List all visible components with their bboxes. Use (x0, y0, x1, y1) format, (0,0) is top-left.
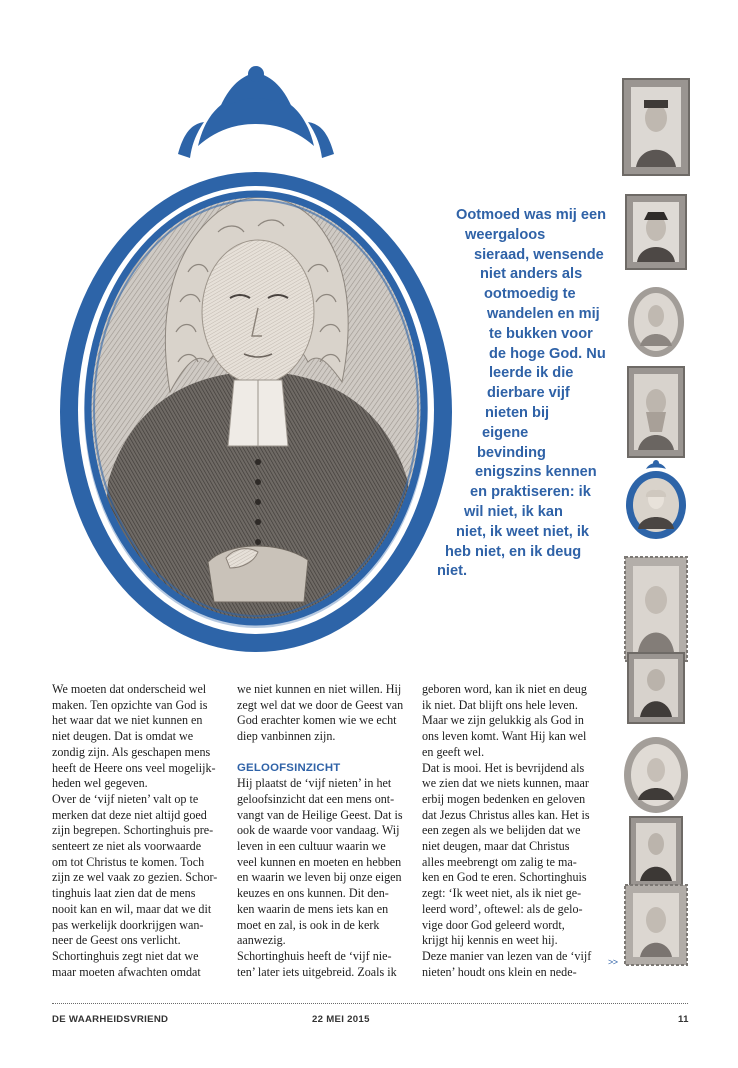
body-line: merken dat deze niet altijd goed (52, 807, 207, 822)
body-line: senteert ze niet als voorwaarde (52, 839, 202, 854)
quote-line: te bukken voor (489, 325, 593, 342)
quote-line: niet anders als (480, 266, 583, 283)
quote-line: heb niet, en ik deug (445, 543, 582, 560)
quote-line: sieraad, wensende (474, 246, 604, 263)
footer-date: 22 MEI 2015 (312, 1014, 370, 1025)
body-line: Schortinghuis heeft de ‘vijf nie- (237, 948, 392, 963)
body-line: geloofsinzicht dat een mens ont- (237, 791, 395, 806)
body-line: pas werkelijk doorkrijgen wan- (52, 917, 204, 932)
footer-divider (52, 1003, 688, 1004)
quote-line: en praktiseren: ik (470, 484, 591, 501)
section-heading: GELOOFSINZICHT (237, 761, 341, 774)
body-line: om tot Christus te komen. Toch (52, 854, 205, 869)
footer-publication: DE WAARHEIDSVRIEND (52, 1014, 169, 1025)
body-line: ons leven komt. Want Hij kan wel (422, 729, 587, 744)
body-line: zijn begrepen. Schortinghuis pre- (52, 823, 214, 838)
portrait-engraving (58, 62, 458, 658)
body-line: erbij mogen bedenken en geloven (422, 791, 586, 806)
quote-line: bevinding (477, 444, 546, 461)
body-line: moet en zal, is ook in de kerk (237, 917, 380, 932)
text-column-2 (237, 682, 411, 980)
quote-line: Ootmoed was mij een (456, 207, 607, 223)
thumb-portrait-9 (622, 816, 690, 888)
body-line: zegt: ‘Ik weet niet, als ik niet ge- (422, 886, 582, 901)
body-line: diep vanbinnen zijn. (237, 729, 336, 744)
body-line: veel kunnen en moeten en hebben (237, 854, 402, 869)
portrait-strip (622, 76, 692, 966)
body-line: nooit kan en wil, maar dat we dit (52, 901, 212, 916)
body-line: we zien dat we niets kunnen, maar (422, 776, 589, 791)
body-line: Maar we zijn gelukkig als God in (422, 713, 584, 728)
body-line: vige door God geleerd wordt, (422, 917, 565, 932)
quote-line: dierbare vijf (487, 385, 570, 402)
body-line: ik niet. Dat blijft ons hele leven. (422, 697, 578, 712)
body-line: aanwezig. (237, 933, 286, 948)
body-line: zondig zijn. Als geschapen mens (52, 744, 211, 759)
thumb-portrait-5-active (622, 459, 690, 541)
quote-line: niet. (437, 563, 467, 580)
body-line: leven in een cultuur waarin we (237, 839, 386, 854)
quote-line: wil niet, ik kan (464, 503, 563, 520)
body-line: We moeten dat onderscheid wel (52, 682, 207, 696)
page-number: 11 (678, 1014, 689, 1025)
thumb-portrait-10 (622, 884, 690, 966)
thumb-portrait-8 (622, 736, 690, 814)
paragraph-gap (237, 745, 411, 761)
body-line: niet deugen, maar dat Christus (422, 839, 570, 854)
thumb-portrait-6 (622, 556, 690, 662)
body-line: tinghuis laat zien dat de mens (52, 886, 196, 901)
body-line: God erachter komen wie we echt (237, 713, 397, 728)
text-column-1 (52, 682, 226, 980)
body-line: vangt van de Heilige Geest. Dat is (237, 807, 403, 822)
body-line: het waar dat we niet kunnen en (52, 713, 203, 728)
body-line: leerd word’, oftewel: als de gelo- (422, 901, 583, 916)
body-line: Deze manier van lezen van de ‘vijf (422, 948, 592, 963)
body-line: dat Jezus Christus alles kan. Het is (422, 807, 590, 822)
body-line: heeft de Heere ons veel mogelijk- (52, 760, 216, 775)
body-line: ken waarin de mens iets kan en (237, 901, 389, 916)
pull-quote (434, 206, 607, 582)
quote-line: nieten bij (485, 404, 550, 421)
body-line: geboren word, kan ik niet en deug (422, 682, 587, 696)
thumb-portrait-1 (622, 78, 690, 176)
body-line: zegt wel dat we door de Geest van (237, 697, 404, 712)
quote-line: de hoge God. Nu (489, 345, 606, 362)
body-line: Hij plaatst de ‘vijf nieten’ in het (237, 776, 392, 791)
quote-line: eigene (482, 424, 529, 441)
quote-line: leerde ik die (489, 365, 574, 382)
thumb-portrait-4 (622, 366, 690, 458)
body-line: en geeft wel. (422, 744, 485, 759)
body-line: Over de ‘vijf nieten’ valt op te (52, 791, 199, 806)
body-line: Schortinghuis zegt niet dat we (52, 948, 199, 963)
quote-line: weergaloos (465, 226, 546, 243)
quote-line: ootmoedig te (484, 286, 576, 303)
body-line: nieten’ houdt ons klein en nede- (422, 964, 577, 979)
thumb-portrait-3 (622, 286, 690, 358)
quote-line: enigszins kennen (475, 464, 597, 481)
thumb-portrait-2 (622, 194, 690, 270)
continue-marker: >> (608, 957, 618, 967)
body-line: en waarin we leven bij onze eigen (237, 870, 402, 885)
thumb-portrait-7 (622, 652, 690, 724)
body-line: niet deugen. Dat is omdat we (52, 729, 194, 744)
body-line: alles meebrengt om zalig te ma- (422, 854, 577, 869)
text-column-3 (422, 682, 596, 980)
body-line: maar moeten afwachten omdat (52, 964, 201, 979)
body-line: krijgt hij kennis en weet hij. (422, 933, 558, 948)
quote-line: wandelen en mij (487, 305, 600, 322)
main-portrait-frame (58, 62, 458, 658)
body-line: ten’ later iets uitgebreid. Zoals ik (237, 964, 397, 979)
body-line: neer de Geest ons verlicht. (52, 933, 181, 948)
body-line: keuzes en ons kunnen. Dit den- (237, 886, 389, 901)
body-line: heden wel gegeven. (52, 776, 148, 791)
body-line: een zegen als we belijden dat we (422, 823, 581, 838)
body-line: we niet kunnen en niet willen. Hij (237, 682, 402, 696)
body-line: ken en God te eren. Schortinghuis (422, 870, 587, 885)
body-line: ook de waarde voor vandaag. Wij (237, 823, 400, 838)
quote-line: niet, ik weet niet, ik (456, 523, 590, 540)
body-line: maken. Ten opzichte van God is (52, 697, 208, 712)
body-line: Dat is mooi. Het is bevrijdend als (422, 760, 585, 775)
body-line: zijn ze wel vaak zo gezien. Schor- (52, 870, 218, 885)
